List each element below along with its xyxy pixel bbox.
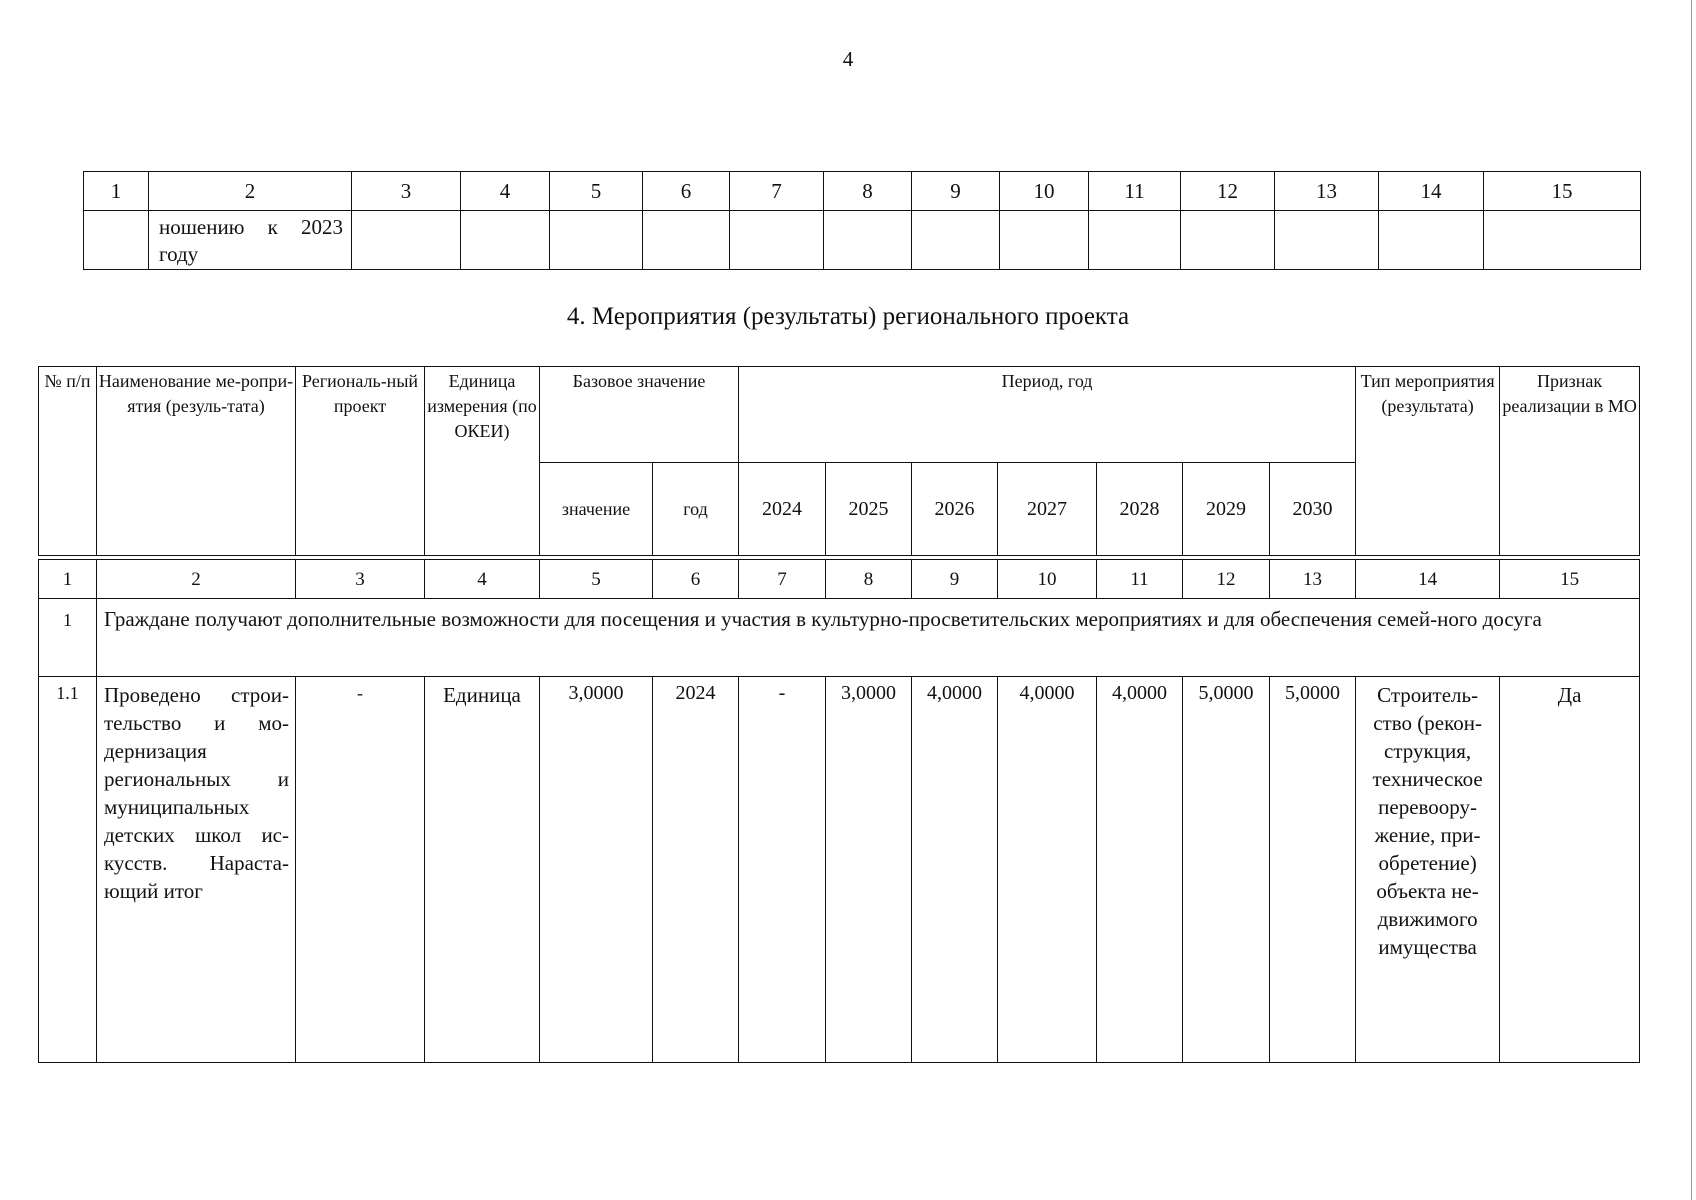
group-number: 1: [39, 599, 97, 677]
col-number: 2: [149, 172, 352, 211]
group-row: [39, 599, 1640, 677]
section-title: 4. Мероприятия (результаты) регионального проекта: [566, 303, 1130, 330]
col-number: 15: [1500, 560, 1640, 599]
year-value: 4,0000: [1097, 677, 1183, 1063]
col-number: 13: [1275, 172, 1379, 211]
year-value: 4,0000: [912, 677, 998, 1063]
col-number: 5: [550, 172, 643, 211]
year-value: 3,0000: [826, 677, 912, 1063]
page-number: 4: [842, 47, 854, 71]
year-value: 5,0000: [1183, 677, 1270, 1063]
col-number: 3: [352, 172, 461, 211]
group-description: Граждане получают дополнительные возможности для посещения и участия в культурно-просветительских мероприятиях и для обеспечения семей-ного досуга: [97, 599, 1640, 677]
col-number: 12: [1183, 560, 1270, 599]
header-project: Региональ-ный проект: [296, 367, 425, 556]
unit: Единица: [425, 677, 540, 1063]
year-value: 5,0000: [1270, 677, 1356, 1063]
col-number: 9: [912, 560, 998, 599]
col-number: 10: [1000, 172, 1089, 211]
header-name: Наименование ме-роприятия (резуль-тата): [97, 367, 296, 556]
implementation-sign: Да: [1500, 677, 1640, 1063]
base-year: 2024: [653, 677, 739, 1063]
col-number: 4: [425, 560, 540, 599]
regional-project: -: [296, 677, 425, 1063]
col-number: 7: [730, 172, 824, 211]
col-number: 1: [84, 172, 149, 211]
header-base-year: год: [653, 463, 739, 556]
col-number: 5: [540, 560, 653, 599]
header-year: 2030: [1270, 463, 1356, 556]
header-year: 2024: [739, 463, 826, 556]
year-value: 4,0000: [998, 677, 1097, 1063]
continuation-table: [83, 171, 1641, 270]
header-type: Тип мероприятия (результата): [1356, 367, 1500, 556]
table-row: [39, 677, 1640, 1063]
header-row: [39, 367, 1640, 463]
col-number: 6: [643, 172, 730, 211]
header-unit: Единица измерения (по ОКЕИ): [425, 367, 540, 556]
header-period: Период, год: [739, 367, 1356, 463]
col-number: 15: [1484, 172, 1641, 211]
column-numbers-row: [39, 560, 1640, 599]
col-number: 2: [97, 560, 296, 599]
col-number: 11: [1089, 172, 1181, 211]
header-base: Базовое значение: [540, 367, 739, 463]
col-number: 14: [1356, 560, 1500, 599]
col-number: 7: [739, 560, 826, 599]
header-sign: Признак реализации в МО: [1500, 367, 1640, 556]
header-base-value: значение: [540, 463, 653, 556]
col-number: 1: [39, 560, 97, 599]
row-number: 1.1: [39, 677, 97, 1063]
activity-name: Проведено строи-тельство и мо-дернизация региональных и муниципальных детских школ ис-кусств. Нараста-ющий итог: [97, 677, 296, 1063]
base-value: 3,0000: [540, 677, 653, 1063]
header-row: [84, 172, 1641, 211]
year-value: -: [739, 677, 826, 1063]
activities-table: [38, 366, 1640, 1063]
col-number: 8: [826, 560, 912, 599]
table-row: [84, 211, 1641, 270]
col-number: 6: [653, 560, 739, 599]
header-year: 2026: [912, 463, 998, 556]
header-number: № п/п: [39, 367, 97, 556]
header-year: 2025: [826, 463, 912, 556]
col-number: 8: [824, 172, 912, 211]
col-number: 11: [1097, 560, 1183, 599]
col-number: 12: [1181, 172, 1275, 211]
col-number: 14: [1379, 172, 1484, 211]
header-year: 2029: [1183, 463, 1270, 556]
row-text-fragment: ношению к 2023 году: [149, 211, 352, 270]
page-edge: [1691, 0, 1692, 1200]
col-number: 4: [461, 172, 550, 211]
header-year: 2027: [998, 463, 1097, 556]
col-number: 10: [998, 560, 1097, 599]
col-number: 13: [1270, 560, 1356, 599]
activity-type: Строитель-ство (рекон-струкция, техническое перевоору-жение, при-обретение) объекта не-движимого имущества: [1356, 677, 1500, 1063]
header-year: 2028: [1097, 463, 1183, 556]
col-number: 9: [912, 172, 1000, 211]
col-number: 3: [296, 560, 425, 599]
